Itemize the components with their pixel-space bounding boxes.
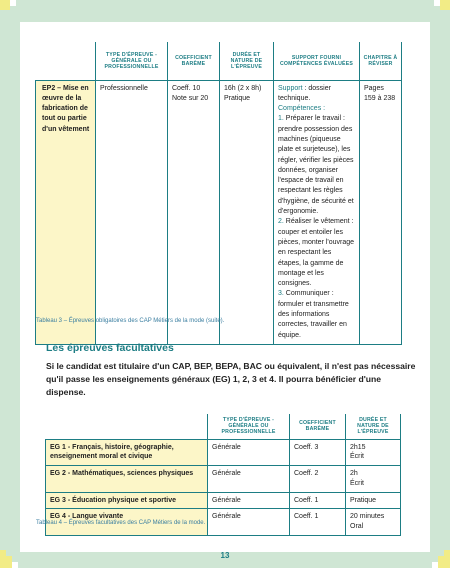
competence-item	[278, 289, 355, 340]
corner-decoration	[0, 0, 10, 10]
exam-label-cell: EG 4 - Langue vivante	[46, 509, 208, 536]
competence-item	[278, 217, 355, 289]
header-type: TYPE D'ÉPREUVE - GÉNÉRALE OU PROFESSIONNELLE	[96, 42, 168, 80]
exam-type-cell: Professionnelle	[96, 80, 168, 344]
grading-scale: Note sur 20	[172, 94, 209, 102]
corner-decoration	[12, 562, 18, 568]
document-page	[20, 22, 430, 552]
exam-label-cell: EP2 – Mise en œuvre de la fabrication de tout ou partie d'un vêtement	[36, 80, 96, 344]
duration-value: 16h (2 x 8h)	[224, 84, 262, 92]
exam-coefficient-cell: Coeff. 2	[290, 466, 346, 493]
exam-nature: Écrit	[350, 479, 364, 487]
competences-label: Compétences :	[278, 105, 326, 113]
header-coefficient: COEFFICIENT BARÈME	[290, 414, 346, 439]
corner-decoration	[440, 0, 450, 10]
header-support: SUPPORT FOURNI COMPÉTENCES ÉVALUÉES	[274, 42, 360, 80]
exam-label-cell: EG 3 - Éducation physique et sportive	[46, 492, 208, 509]
item-text: Réaliser le vêtement : couper et entoiler les pièces, monter l'ouvrage en respectant les étapes, la gamme de montage et les consignes.	[278, 218, 355, 288]
exam-label-cell: EG 2 - Mathématiques, sciences physiques	[46, 466, 208, 493]
duration-value: 2h	[350, 470, 358, 478]
exam-support-cell	[274, 80, 360, 344]
exam-chapter-cell: Pages 159 à 238	[360, 80, 402, 344]
table-row	[46, 466, 401, 493]
exam-duration-cell	[346, 492, 401, 509]
section-title: Les épreuves facultatives	[46, 342, 174, 354]
header-duration: DURÉE ET NATURE DE L'ÉPREUVE	[220, 42, 274, 80]
support-text: : dossier technique.	[278, 84, 331, 102]
item-text: Communiquer : formuler et transmettre des informations correctes, travailler en équipe.	[278, 290, 349, 339]
exam-coefficient-cell: Coeff. 3	[290, 439, 346, 466]
exam-type-cell: Générale	[208, 466, 290, 493]
exam-nature: Écrit	[350, 453, 364, 461]
exam-duration-cell	[346, 509, 401, 536]
competence-item	[278, 114, 355, 217]
corner-decoration	[434, 0, 440, 6]
page-number: 13	[220, 551, 230, 560]
support-line	[278, 84, 355, 105]
exam-duration-cell	[346, 439, 401, 466]
header-chapter: CHAPITRE À RÉVISER	[360, 42, 402, 80]
header-duration: DURÉE ET NATURE DE L'ÉPREUVE	[346, 414, 401, 439]
duration-value: 20 minutes	[350, 513, 385, 521]
exam-coefficient-cell: Coeff. 1	[290, 509, 346, 536]
table-caption: Tableau 4 – Épreuves facultatives des CAP Métiers de la mode.	[36, 520, 206, 526]
item-number: 2.	[278, 218, 284, 226]
exam-table-optional	[45, 414, 401, 536]
exam-type-cell: Générale	[208, 492, 290, 509]
exam-coefficient-cell: Coeff. 1	[290, 492, 346, 509]
table-caption: Tableau 3 – Épreuves obligatoires des CAP Métiers de la mode (suite).	[36, 318, 225, 324]
exam-table-mandatory	[35, 42, 402, 345]
exam-type-cell: Générale	[208, 439, 290, 466]
exam-type-cell: Générale	[208, 509, 290, 536]
exam-coefficient-cell	[168, 80, 220, 344]
support-label: Support	[278, 84, 303, 92]
corner-decoration	[10, 0, 16, 6]
exam-duration-cell	[220, 80, 274, 344]
exam-nature: Oral	[350, 523, 364, 531]
table-row	[46, 492, 401, 509]
exam-duration-cell	[346, 466, 401, 493]
table-header-row	[36, 42, 402, 80]
duration-value: 2h15	[350, 443, 366, 451]
corner-decoration	[432, 562, 438, 568]
table-row	[46, 439, 401, 466]
header-type: TYPE D'ÉPREUVE - GÉNÉRALE OU PROFESSIONNELLE	[208, 414, 290, 439]
table-header-row	[46, 414, 401, 439]
item-number: 1.	[278, 115, 284, 123]
header-empty-cell	[36, 42, 96, 80]
exam-label-cell: EG 1 - Français, histoire, géographie, enseignement moral et civique	[46, 439, 208, 466]
coefficient-value: Coeff. 10	[172, 84, 201, 92]
item-number: 3.	[278, 290, 284, 298]
table-row	[36, 80, 402, 344]
header-empty-cell	[46, 414, 208, 439]
duration-value: Pratique	[350, 496, 377, 504]
item-text: Préparer le travail : prendre possession des machines (piqueuse plate et surjeteuse), les régler, vérifier les pièces données, organiser l'espace de travail en respectant les règles d'hygiène, de sécurité et d'ergonomie.	[278, 115, 354, 216]
exam-nature: Pratique	[224, 94, 251, 102]
header-coefficient: COEFFICIENT BARÈME	[168, 42, 220, 80]
intro-paragraph: Si le candidat est titulaire d'un CAP, BEP, BEPA, BAC ou équivalent, il n'est pas nécessaire qu'il passe les enseignements généraux (EG) 1, 2, 3 et 4. Il pourra bénéficier d'une dispense.	[46, 361, 416, 397]
